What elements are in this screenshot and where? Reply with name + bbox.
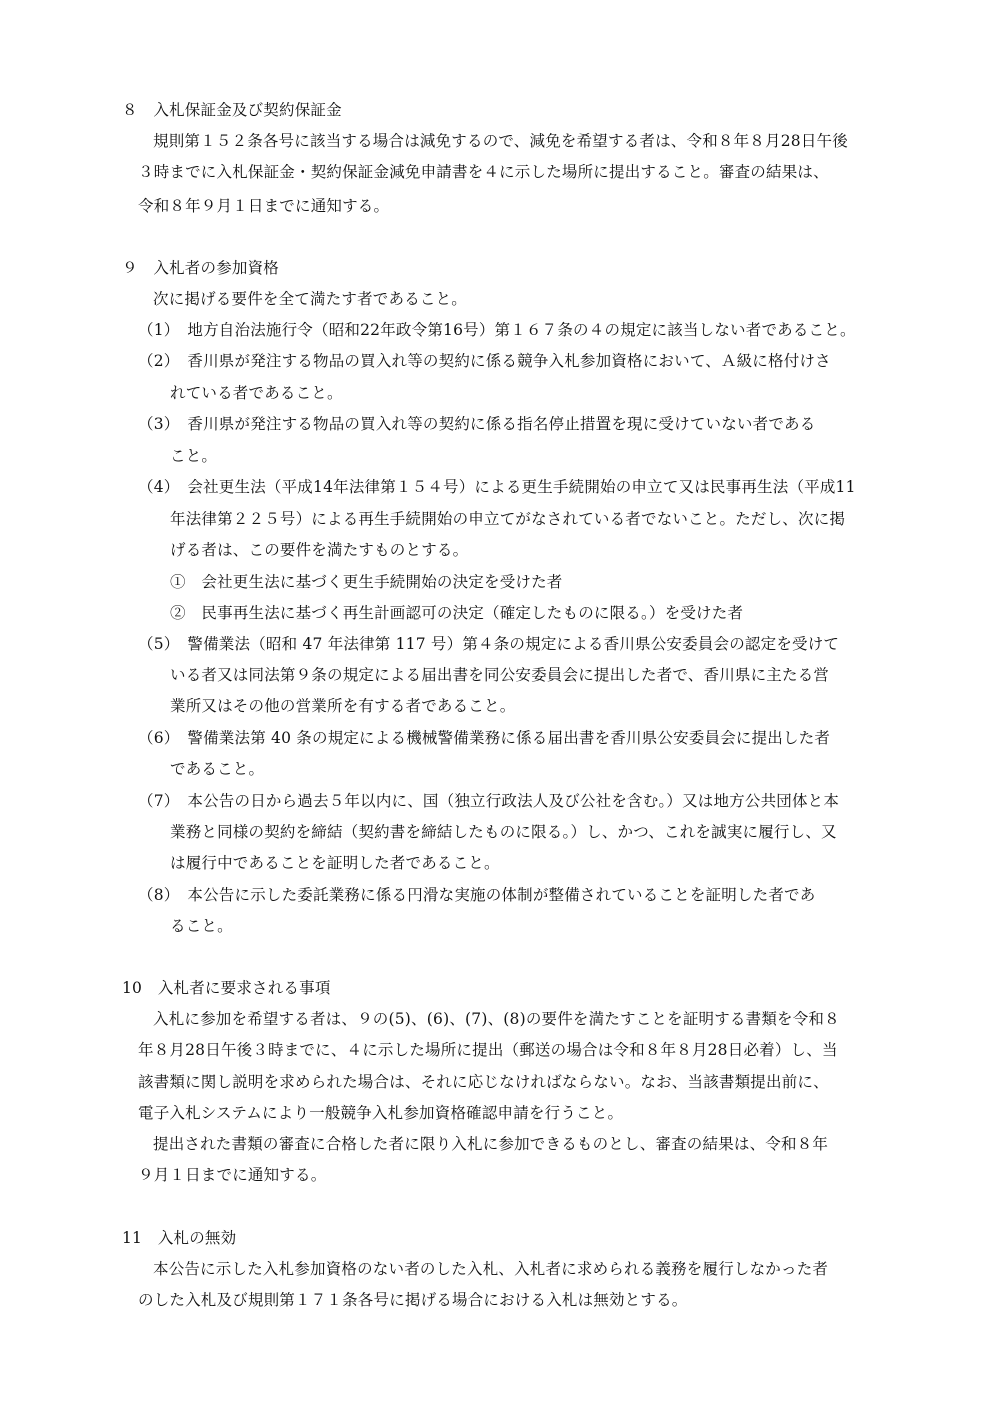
section-9-item-7: （7） 本公告の日から過去５年以内に、国（独立行政法人及び公社を含む。）又は地方公共団体と本 bbox=[138, 792, 840, 810]
section-10-line-4: 電子入札システムにより一般競争入札参加資格確認申請を行うこと。 bbox=[138, 1104, 624, 1122]
section-9-item-7-cont-1: 業務と同様の契約を締結（契約書を締結したものに限る。）し、かつ、これを誠実に履行し、又 bbox=[170, 823, 837, 841]
section-9-item-1: （1） 地方自治法施行令（昭和22年政令第16号）第１６７条の４の規定に該当しない者であること。 bbox=[138, 321, 856, 339]
section-8-heading: ８ 入札保証金及び契約保証金 bbox=[122, 101, 342, 119]
section-8-line-2: ３時までに入札保証金・契約保証金減免申請書を４に示した場所に提出すること。審査の結果は、 bbox=[138, 163, 829, 181]
section-9-item-2-cont: れている者であること。 bbox=[170, 384, 343, 402]
section-9-item-6: （6） 警備業法第 40 条の規定による機械警備業務に係る届出書を香川県公安委員会に提出した者 bbox=[138, 729, 831, 747]
section-9-item-8: （8） 本公告に示した委託業務に係る円滑な実施の体制が整備されていることを証明した者であ bbox=[138, 886, 816, 904]
section-8-line-3: 令和８年９月１日までに通知する。 bbox=[138, 197, 390, 215]
section-9-item-3: （3） 香川県が発注する物品の買入れ等の契約に係る指名停止措置を現に受けていない者である bbox=[138, 415, 816, 433]
section-9-item-4-sub-2: ② 民事再生法に基づく再生計画認可の決定（確定したものに限る。）を受けた者 bbox=[170, 604, 744, 622]
section-9-item-7-cont-2: は履行中であることを証明した者であること。 bbox=[170, 854, 500, 872]
section-10-line-2: 年８月28日午後３時までに、４に示した場所に提出（郵送の場合は令和８年８月28日必着）し、当 bbox=[138, 1041, 838, 1059]
section-10-line-1: 入札に参加を希望する者は、９の(5)、(6)、(7)、(8)の要件を満たすことを証明する書類を令和８ bbox=[153, 1010, 840, 1028]
section-9-item-5: （5） 警備業法（昭和 47 年法律第 117 号）第４条の規定による香川県公安委員会の認定を受けて bbox=[138, 635, 840, 653]
section-10-line-6: ９月１日までに通知する。 bbox=[138, 1166, 327, 1184]
section-9-item-5-cont-1: いる者又は同法第９条の規定による届出書を同公安委員会に提出した者で、香川県に主たる営 bbox=[170, 666, 830, 684]
section-9-item-4-sub-1: ① 会社更生法に基づく更生手続開始の決定を受けた者 bbox=[170, 573, 563, 591]
section-9-item-4-cont-2: げる者は、この要件を満たすものとする。 bbox=[170, 541, 469, 559]
section-10-line-5: 提出された書類の審査に合格した者に限り入札に参加できるものとし、審査の結果は、令和８年 bbox=[153, 1135, 829, 1153]
section-10-line-3: 該書類に関し説明を求められた場合は、それに応じなければならない。なお、当該書類提出前に、 bbox=[138, 1073, 829, 1091]
section-9-item-4-cont-1: 年法律第２２５号）による再生手続開始の申立てがなされている者でないこと。ただし、次に掲 bbox=[170, 510, 846, 528]
section-9-heading: ９ 入札者の参加資格 bbox=[122, 259, 280, 277]
section-9-item-6-cont: であること。 bbox=[170, 760, 265, 778]
section-11-heading: 11 入札の無効 bbox=[122, 1229, 237, 1247]
section-11-line-1: 本公告に示した入札参加資格のない者のした入札、入札者に求められる義務を履行しなかった者 bbox=[153, 1260, 829, 1278]
section-9-item-8-cont: ること。 bbox=[170, 917, 233, 935]
section-9-intro: 次に掲げる要件を全て満たす者であること。 bbox=[153, 290, 468, 308]
section-11-line-2: のした入札及び規則第１７１条各号に掲げる場合における入札は無効とする。 bbox=[138, 1291, 688, 1309]
section-9-item-5-cont-2: 業所又はその他の営業所を有する者であること。 bbox=[170, 697, 516, 715]
section-9-item-2: （2） 香川県が発注する物品の買入れ等の契約に係る競争入札参加資格において、Ａ級に格付けさ bbox=[138, 352, 831, 370]
section-9-item-3-cont: こと。 bbox=[170, 447, 218, 465]
section-8-line-1: 規則第１５２条各号に該当する場合は減免するので、減免を希望する者は、令和８年８月28日午後 bbox=[153, 132, 848, 150]
section-9-item-4: （4） 会社更生法（平成14年法律第１５４号）による更生手続開始の申立て又は民事再生法（平成11 bbox=[138, 478, 856, 496]
section-10-heading: 10 入札者に要求される事項 bbox=[122, 979, 331, 997]
